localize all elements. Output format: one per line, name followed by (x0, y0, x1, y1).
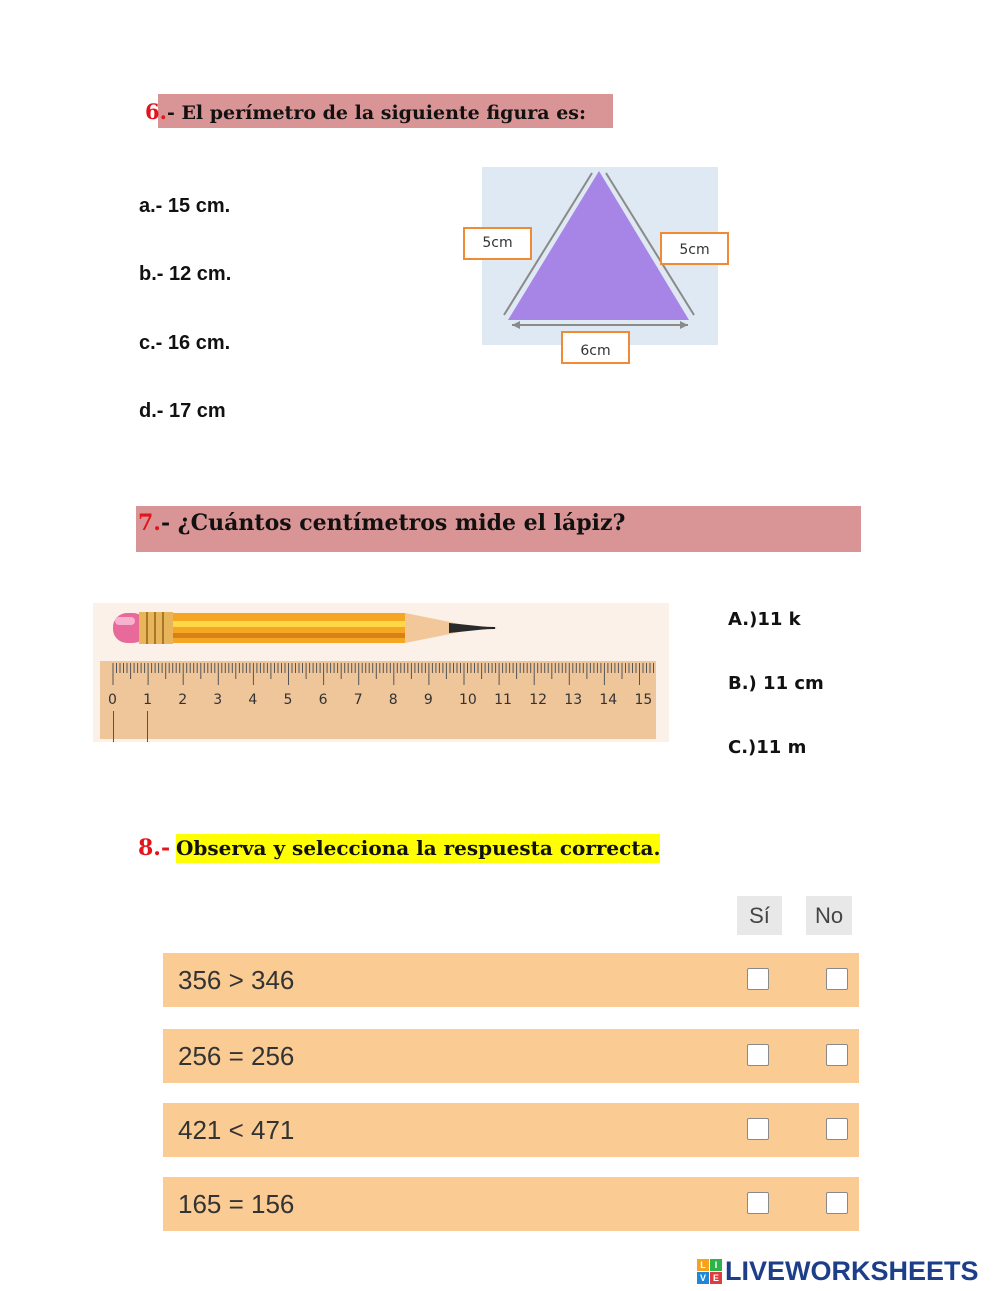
q6-option-d[interactable]: d.- 17 cm (139, 400, 226, 422)
checkbox-no[interactable] (826, 968, 848, 990)
ruler-tick-label: 5 (283, 692, 293, 708)
liveworksheets-logo (697, 1256, 979, 1286)
q6-title (145, 99, 586, 124)
q6-option-c[interactable]: c.- 16 cm. (139, 332, 231, 354)
q7-option-a[interactable]: A.)11 k (728, 609, 801, 630)
q7-title (138, 510, 625, 536)
q8-title: Observa y selecciona la respuesta correcta. (176, 834, 660, 863)
q6-number: 6. (145, 99, 167, 124)
q7-option-c[interactable]: C.)11 m (728, 737, 807, 758)
column-header-no: No (806, 896, 852, 935)
checkbox-yes[interactable] (747, 968, 769, 990)
table-row (163, 1029, 859, 1083)
ruler-labels (100, 692, 656, 714)
ruler-tick-label: 2 (178, 692, 188, 708)
ruler-tick-label: 6 (318, 692, 328, 708)
checkbox-no[interactable] (826, 1044, 848, 1066)
side-right-label: 5cm (660, 232, 729, 265)
logo-letter: I (710, 1259, 722, 1271)
q8-number: 8.- (138, 835, 171, 861)
table-row (163, 953, 859, 1007)
row-label: 356 > 346 (178, 965, 295, 995)
ruler-tick-label: 7 (353, 692, 363, 708)
ruler-tick-label: 0 (108, 692, 117, 708)
q7-number: 7. (138, 510, 161, 536)
ruler-tick-label: 13 (564, 692, 583, 708)
side-left-label: 5cm (463, 227, 532, 260)
column-header-yes: Sí (737, 896, 782, 935)
checkbox-no[interactable] (826, 1118, 848, 1140)
ruler-tick-label: 3 (213, 692, 223, 708)
checkbox-yes[interactable] (747, 1192, 769, 1214)
q6-option-b[interactable]: b.- 12 cm. (139, 263, 232, 285)
checkbox-no[interactable] (826, 1192, 848, 1214)
ruler-tick-label: 10 (459, 692, 477, 708)
checkbox-yes[interactable] (747, 1118, 769, 1140)
logo-mark-icon (697, 1259, 722, 1284)
ruler-tick-label: 8 (388, 692, 398, 708)
ruler-zero-marker (113, 711, 114, 742)
table-row (163, 1103, 859, 1157)
ruler-tick-label: 14 (599, 692, 618, 708)
checkbox-yes[interactable] (747, 1044, 769, 1066)
ruler-tick-label: 12 (529, 692, 548, 708)
q6-title-text: - El perímetro de la siguiente figura es: (166, 102, 587, 124)
base-label: 6cm (561, 331, 630, 364)
ruler-tick-label: 15 (634, 692, 653, 708)
ruler-tick-label: 9 (423, 692, 433, 708)
ruler-one-marker (147, 711, 148, 742)
logo-letter: E (710, 1272, 722, 1284)
table-row (163, 1177, 859, 1231)
row-label: 421 < 471 (178, 1115, 295, 1145)
q7-option-b[interactable]: B.) 11 cm (728, 673, 824, 694)
ruler-tick-label: 1 (143, 692, 153, 708)
brand-name: LIVEWORKSHEETS (725, 1255, 979, 1286)
q7-title-text: - ¿Cuántos centímetros mide el lápiz? (160, 510, 626, 536)
q6-option-a[interactable]: a.- 15 cm. (139, 195, 231, 217)
row-label: 165 = 156 (178, 1189, 295, 1219)
logo-letter: V (697, 1272, 709, 1284)
ruler-tick-label: 11 (494, 692, 512, 708)
row-label: 256 = 256 (178, 1041, 295, 1071)
logo-letter: L (697, 1259, 709, 1271)
ruler-tick-label: 4 (248, 692, 258, 708)
